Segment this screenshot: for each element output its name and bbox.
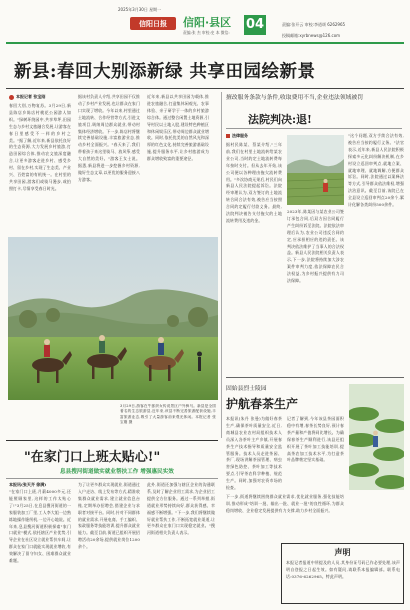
- section-title: 信阳·县区: [183, 16, 232, 29]
- byline-text: 本报记者 张宝刚: [16, 94, 46, 99]
- bottom-subheadline-rule: [6, 478, 218, 479]
- bottom-story-col1: "在家门口上班,月薪4000多元,还能照顾家里,这样的工作太贴心了!"3月25日,在息县搜河街道的一家服装加工厂里,工人李大姐一边熟练地操作缝纫机,一边开心地说。近年来,息县搜河街道积极探索"家门口就业"模式,依托辖区产业优势,引导企业在社区设立就业帮扶车间,让群众在家门口就能实现就业增收,有效解决了留守妇女、困难群众就业难题。: [9, 489, 71, 564]
- page-number: 04: [244, 15, 266, 35]
- byline: [9, 94, 45, 100]
- header-rule: [6, 42, 404, 44]
- side-story-col1: 据村民陈某、蔡某介绍,"三年前,我们在村里土地流转给某农业公司,当时约定土地流转费每年按时支付。但从去年开始,该公司便以各种理由拖欠流转费用。"多次协商无果后,村民们向新县人民法院提起诉讼。法院经审理认为,双方签订的土地流转合同合法有效,被告应当按照合同约定履行付款义务。最终,法院判决被告支付拖欠的土地流转费用及违约金。: [226, 142, 282, 223]
- side-story-col3: "这个问题,双方手续合法有效,被告应当按约履行义务。"法官表示,近年来,新县人民法院积极探索多元化纠纷解决机制,在乡村设立巡回审判点,就地立案、就地审理、就地调解,方便群众诉讼。同时,法院通过以案释法等方式,引导群众依法维权,增强法治意识。截至目前,该院已在全县设立巡回审判点20余个,累计化解各类纠纷500余件。: [348, 133, 404, 208]
- side-bottom-rule: [226, 377, 404, 378]
- editor-line: 责编:张开云 审校:李道颂 6262965: [282, 22, 346, 27]
- main-story-col2: 据该村负责人介绍,共享田园不仅推动了乡村产业发展,也让群众在家门口实现了增收。今年以来,村里通过土地流转、合作经营等方式,引进文旅项目,吸纳周边群众就业,带动村集体经济增收。下一步,陈店村将继续完善基础设施,丰富旅游业态,推动乡村全面振兴。"春天来了,我们带着孩子来这里骑马、放风筝,感受大自然的美好。"游客王女士说。据悉,新县将进一步挖掘乡村资源,做好生态文章,以更优的服务迎接八方游客。: [78, 94, 140, 182]
- bottom-story-col4: 下一步,街道将继续围绕群众就业需求,优化就业服务,强化技能培训,推动形成"培训一批、输出一批、就业一批"的良性循环,为群众稳岗增收、企业稳定发展提供有力支撑,助力乡村全面振兴。: [226, 494, 344, 513]
- main-headline-rule: [6, 88, 404, 89]
- email-line: 投稿邮箱:xyrbnews@126.com: [282, 33, 341, 38]
- side-photo: [287, 135, 344, 205]
- feature-col2: 记者了解到,今年该县茶园面积稳中有增,春茶长势良好,预计春茶产量和产值将同比增长。为确保春茶生产顺利进行,该县还组织开展了茶叶加工技能培训,提高茶农加工技术水平,为打造茶叶品牌奠定坚实基础。: [287, 416, 344, 463]
- tea-garden-photo: [349, 384, 404, 490]
- column-marker-icon: [226, 134, 230, 138]
- feature-col1: 本报讯(朱丹 张曼)为做好春茶生产,确保茶叶质量安全,近日,商城县农业农村局组织技术人员深入各茶叶主产乡镇,开展春茶生产技术指导和质量安全监管服务。技术人员走进茶园、茶厂,现场讲解茶园管理、病虫害绿色防控、茶叶加工等技术要点,引导茶农科学种植、规范生产。同时,加强对农资市场的检查。: [226, 416, 282, 490]
- column-divider: [221, 92, 222, 438]
- reporter-badge-icon: [9, 95, 14, 100]
- side-section-label: 法律服务: [232, 133, 248, 138]
- bottom-headline: "在家门口上班太贴心!": [24, 450, 161, 465]
- side-story-col2: 2023年,陈某因与某农业公司签订承包合同,后双方因合同履行产生纠纷诉至法院。法院依法审理后认为,农业公司违反合同约定,应承担相应的违约责任。该判决依法维护了当事人的合法权益。新县人民法院相关负责人表示,下一步,法院将持续加大涉农案件审判力度,依法保障农民合法权益,为乡村振兴提供有力司法保障。: [287, 209, 344, 284]
- issue-date: 2025年3月30日 星期一: [118, 7, 162, 12]
- feature-headline: 护航春茶生产: [226, 397, 299, 411]
- main-story-col1: 春回大别,万物复苏。3月29日,新县陈店乡陈店村桃花公园游人如织。"绿树环绕园中,共享草坪,田园生态与乡村文旅融合发展,让游客在春日里感受不一样的乡村之美。"据了解,近年来,新县依托良好的生态资源,大力发展乡村旅游,打造田园综合体,推动农文旅深度融合,让更多游客走进乡村、感受乡村、留在乡村,实现了生态美、产业兴、百姓富的有机统一。在村里的共享田园,游客们或骑马漫步,或拍照打卡,尽情享受春日时光。: [9, 103, 71, 191]
- farmland-photo: [287, 135, 344, 205]
- horse-riding-photo: [8, 237, 218, 400]
- main-photo: [8, 237, 218, 400]
- notice-box: [281, 543, 404, 604]
- side-kicker: 擅改服务条款与条件,收取费用不当,企业违法领域被罚: [226, 95, 364, 101]
- feature-kicker: 固始县烈士陵园: [226, 386, 267, 392]
- feature-photo: [349, 384, 404, 490]
- bottom-story-col2: 为了让更多群众实现就业,街道通过入户走访、线上发布等方式,精准收集群众就业需求,建立就业信息台账,定期举办招聘会,搭建企业与求职者对接平台。同时,针对不同群体的就业需求,开展电商、手工编织、家政服务等技能培训,提升群众就业能力。截至目前,街道已组织开展招聘活动20余场,提供就业岗位1200余个。: [78, 482, 140, 550]
- bottom-section-rule: [6, 440, 218, 441]
- masthead-logo-text: 信阳日报: [139, 19, 167, 28]
- side-headline-rule: [226, 128, 402, 129]
- masthead-logo: [130, 17, 176, 30]
- main-headline: 新县:春回大别添新绿 共享田园绘新景: [14, 62, 316, 82]
- notice-title: 声明: [334, 547, 351, 557]
- side-headline: 法院判决:退!: [248, 113, 312, 126]
- bottom-story-col3: 此外,街道还加强与辖区企业的沟通联系,及时了解企业用工需求,为企业招工提供全方位服务。通过一系列举措,街道就业形势持续向好,群众获得感、幸福感不断增强。"下一步,我们将继续做好就业帮扶工作,不断拓宽就业渠道,让更多群众在家门口实现稳定就业。"搜河街道相关负责人表示。: [147, 482, 215, 536]
- main-story-col3: 近年来,新县以共享田园为载体,推进农旅融合,打造集休闲观光、农事体验、亲子研学于一体的乡村旅游综合体。通过整合闲置土地资源,引导村民以土地入股,建设特色种植区和休闲娱乐区,带动周边群众就业增收。同时,依托优美的自然风光和深厚的红色文化,持续完善旅游基础设施,提升服务水平,让乡村旅游成为群众增收致富的重要途径。: [147, 94, 209, 162]
- side-section-tag: [226, 133, 248, 139]
- bottom-subheadline: 息县搜河街道做实就业帮扶工作 增强惠民实效: [60, 469, 174, 475]
- bottom-byline: 本报讯(张天齐 徐满): [9, 482, 47, 487]
- notice-body: 本报记者报道中所提及的人员,其身份证号码已作必要处理,该声明自登报之日起生效。如有疑问,请联系本报编辑部。联系电话:0376-6262965。特此声明。: [286, 560, 400, 579]
- section-subtitle: 责编:张 杰 审校:史 本 微信:: [183, 30, 230, 35]
- photo-caption: 3月29日,游客在牛郎织女传说景区户外骑马。新县是全国著名的生态旅游县,近年来,该县不断完善旅游配套设施,丰富旅游业态,吸引了大量游客前来观光休闲。本报记者 张宝刚 摄: [120, 404, 216, 424]
